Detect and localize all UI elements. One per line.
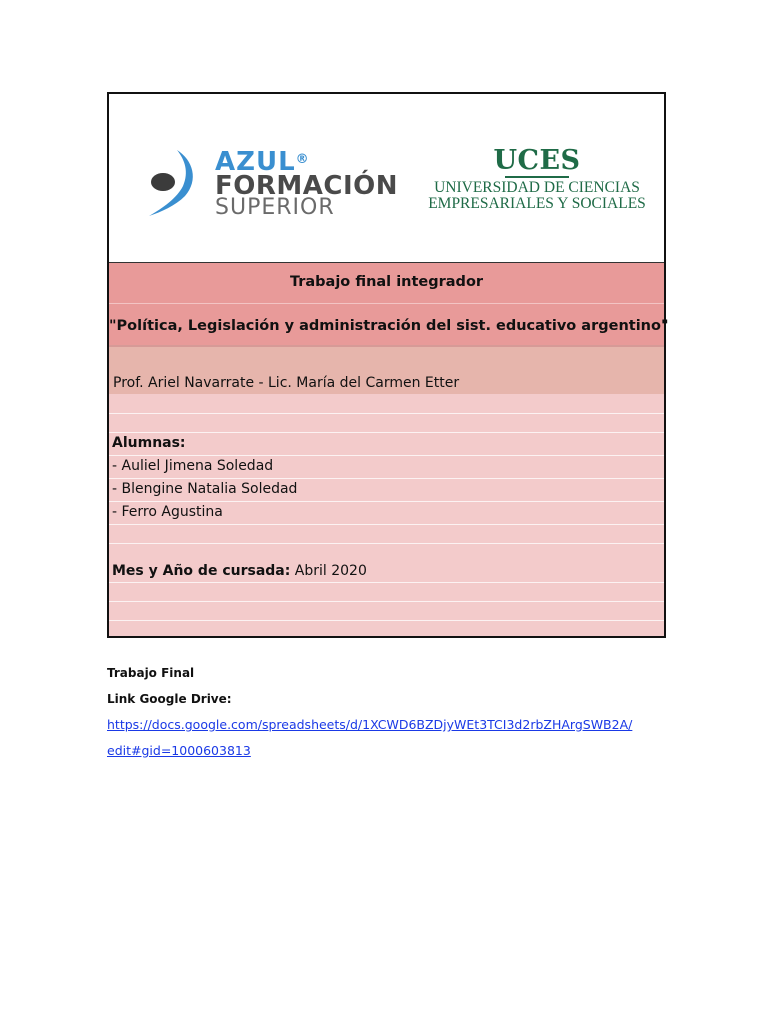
row-divider (109, 413, 664, 414)
course-date (112, 563, 367, 579)
row-divider (109, 455, 664, 456)
professors-text: Prof. Ariel Navarrate - Lic. María del Carmen Etter (113, 375, 460, 391)
azul-swoosh-icon (147, 146, 209, 218)
course-date-value: Abril 2020 (294, 563, 367, 579)
row-divider (109, 501, 664, 502)
azul-wordmark (215, 147, 398, 220)
azul-line3: SUPERIOR (215, 195, 335, 220)
logo-area (109, 94, 664, 263)
drive-link-line2[interactable]: edit#gid=1000603813 (107, 743, 251, 758)
azul-line2: FORMACIÓN (215, 171, 398, 201)
professors-band (109, 347, 664, 394)
row-divider (109, 601, 664, 602)
registered-mark: ® (295, 152, 310, 167)
final-work-label: Trabajo Final (107, 666, 195, 680)
student-name: - Ferro Agustina (112, 504, 223, 520)
student-name: - Blengine Natalia Soledad (112, 481, 298, 497)
title-band (109, 263, 669, 345)
azul-formacion-superior-logo (147, 146, 398, 220)
students-label: Alumnas: (112, 435, 186, 451)
document-title: Trabajo final integrador (289, 274, 484, 290)
azul-line1: AZUL (215, 147, 296, 177)
uces-line2: EMPRESARIALES Y SOCIALES (428, 195, 646, 212)
drive-link-line1[interactable]: https://docs.google.com/spreadsheets/d/1XCWD6BZDjyWEt3TCI3d2rbZHArgSWB2A/ (107, 717, 633, 732)
uces-title: UCES (493, 145, 581, 176)
uces-logo (427, 146, 647, 212)
row-divider (109, 582, 664, 583)
document-subtitle: "Política, Legislación y administración del sist. educativo argentino" (109, 318, 669, 334)
row-divider (109, 432, 664, 433)
uces-bar (505, 176, 569, 178)
row-divider (109, 478, 664, 479)
drive-link-label: Link Google Drive: (107, 692, 232, 706)
row-divider (109, 524, 664, 525)
student-name: - Auliel Jimena Soledad (112, 458, 274, 474)
course-date-label: Mes y Año de cursada: (112, 563, 291, 579)
row-divider (109, 620, 664, 621)
row-divider (109, 543, 664, 544)
title-divider (109, 303, 664, 304)
uces-line1: UNIVERSIDAD DE CIENCIAS (434, 179, 640, 196)
cover-sheet (107, 92, 669, 638)
